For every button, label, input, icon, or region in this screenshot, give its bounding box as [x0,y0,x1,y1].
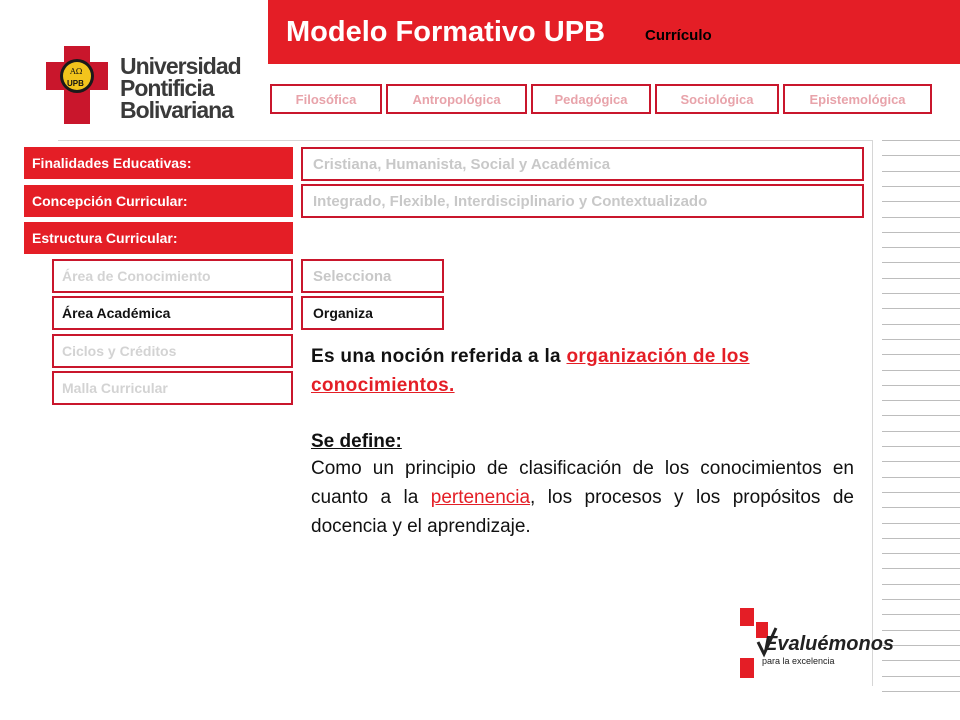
decorative-line [882,431,960,432]
dimension-tabs [270,84,932,114]
decorative-line [882,676,960,677]
decorative-line [882,614,960,615]
decorative-line [882,477,960,478]
decorative-line [882,232,960,233]
area-academica-button[interactable]: Área Académica [52,296,293,330]
decorative-line [882,140,960,141]
finalidades-value: Cristiana, Humanista, Social y Académica [301,147,864,181]
decorative-line [882,691,960,692]
decorative-line [882,278,960,279]
decorative-line [882,553,960,554]
tab-antropologica[interactable]: Antropológica [386,84,527,114]
decorative-line [882,584,960,585]
decorative-line [882,354,960,355]
decorative-line [882,568,960,569]
body-prefix: Como un principio de clasificación de los conocimientos en cuanto a la [311,458,854,508]
logo-line: Bolivariana [120,97,233,123]
decorative-line [882,201,960,202]
decorative-line [882,247,960,248]
badge-sub: para la excelencia [762,656,835,666]
tab-sociologica[interactable]: Sociológica [655,84,779,114]
decorative-line [882,538,960,539]
decorative-line [882,415,960,416]
decorative-line [882,293,960,294]
header-bar [268,0,960,64]
body-suffix: , los procesos y los propósitos de docencia y el aprendizaje. [311,487,854,537]
logo-wordmark [120,55,241,121]
decorative-line [882,630,960,631]
page-subtitle: Currículo [645,27,712,44]
decorative-line [882,171,960,172]
decorative-line [882,400,960,401]
svg-text:UPB: UPB [67,79,84,88]
decorative-line [882,339,960,340]
concepcion-label[interactable]: Concepción Curricular: [24,185,293,217]
decorative-line [882,370,960,371]
page-title: Modelo Formativo UPB [286,16,606,48]
decorative-line [882,507,960,508]
tab-pedagogica[interactable]: Pedagógica [531,84,651,114]
concepcion-value: Integrado, Flexible, Interdisciplinario y Contextualizado [301,184,864,218]
decorative-line [882,155,960,156]
decorative-line [882,599,960,600]
logo-line: Pontificia [120,75,214,101]
malla-curricular-button[interactable]: Malla Curricular [52,371,293,405]
svg-text:ΑΩ: ΑΩ [70,67,83,76]
lead-link[interactable]: organización de los conocimientos. [311,346,750,396]
finalidades-label[interactable]: Finalidades Educativas: [24,147,293,179]
lead-prefix: Es una noción referida a la [311,346,567,367]
decorative-line [882,217,960,218]
selecciona-value: Selecciona [301,259,444,293]
lead-text [311,342,854,400]
estructura-label[interactable]: Estructura Curricular: [24,222,293,254]
decorative-line [882,660,960,661]
decorative-line [882,186,960,187]
decorative-line [882,308,960,309]
define-body [311,454,854,541]
pertenencia-link[interactable]: pertenencia [430,487,531,508]
divider [58,140,873,141]
badge-main: Evaluémonos [764,633,895,655]
tab-epistemologica[interactable]: Epistemológica [783,84,932,114]
decorative-line [882,262,960,263]
decorative-line [882,446,960,447]
area-conocimiento-button[interactable]: Área de Conocimiento [52,259,293,293]
logo-line: Universidad [120,53,241,79]
decorative-line [882,492,960,493]
decorative-lines [882,140,960,700]
decorative-line [882,385,960,386]
divider [872,140,873,686]
ciclos-creditos-button[interactable]: Ciclos y Créditos [52,334,293,368]
decorative-line [882,461,960,462]
content-panel [311,342,854,541]
tab-filosofica[interactable]: Filosófica [270,84,382,114]
decorative-line [882,324,960,325]
organiza-value: Organiza [301,296,444,330]
define-heading: Se define: [311,431,402,452]
decorative-line [882,523,960,524]
